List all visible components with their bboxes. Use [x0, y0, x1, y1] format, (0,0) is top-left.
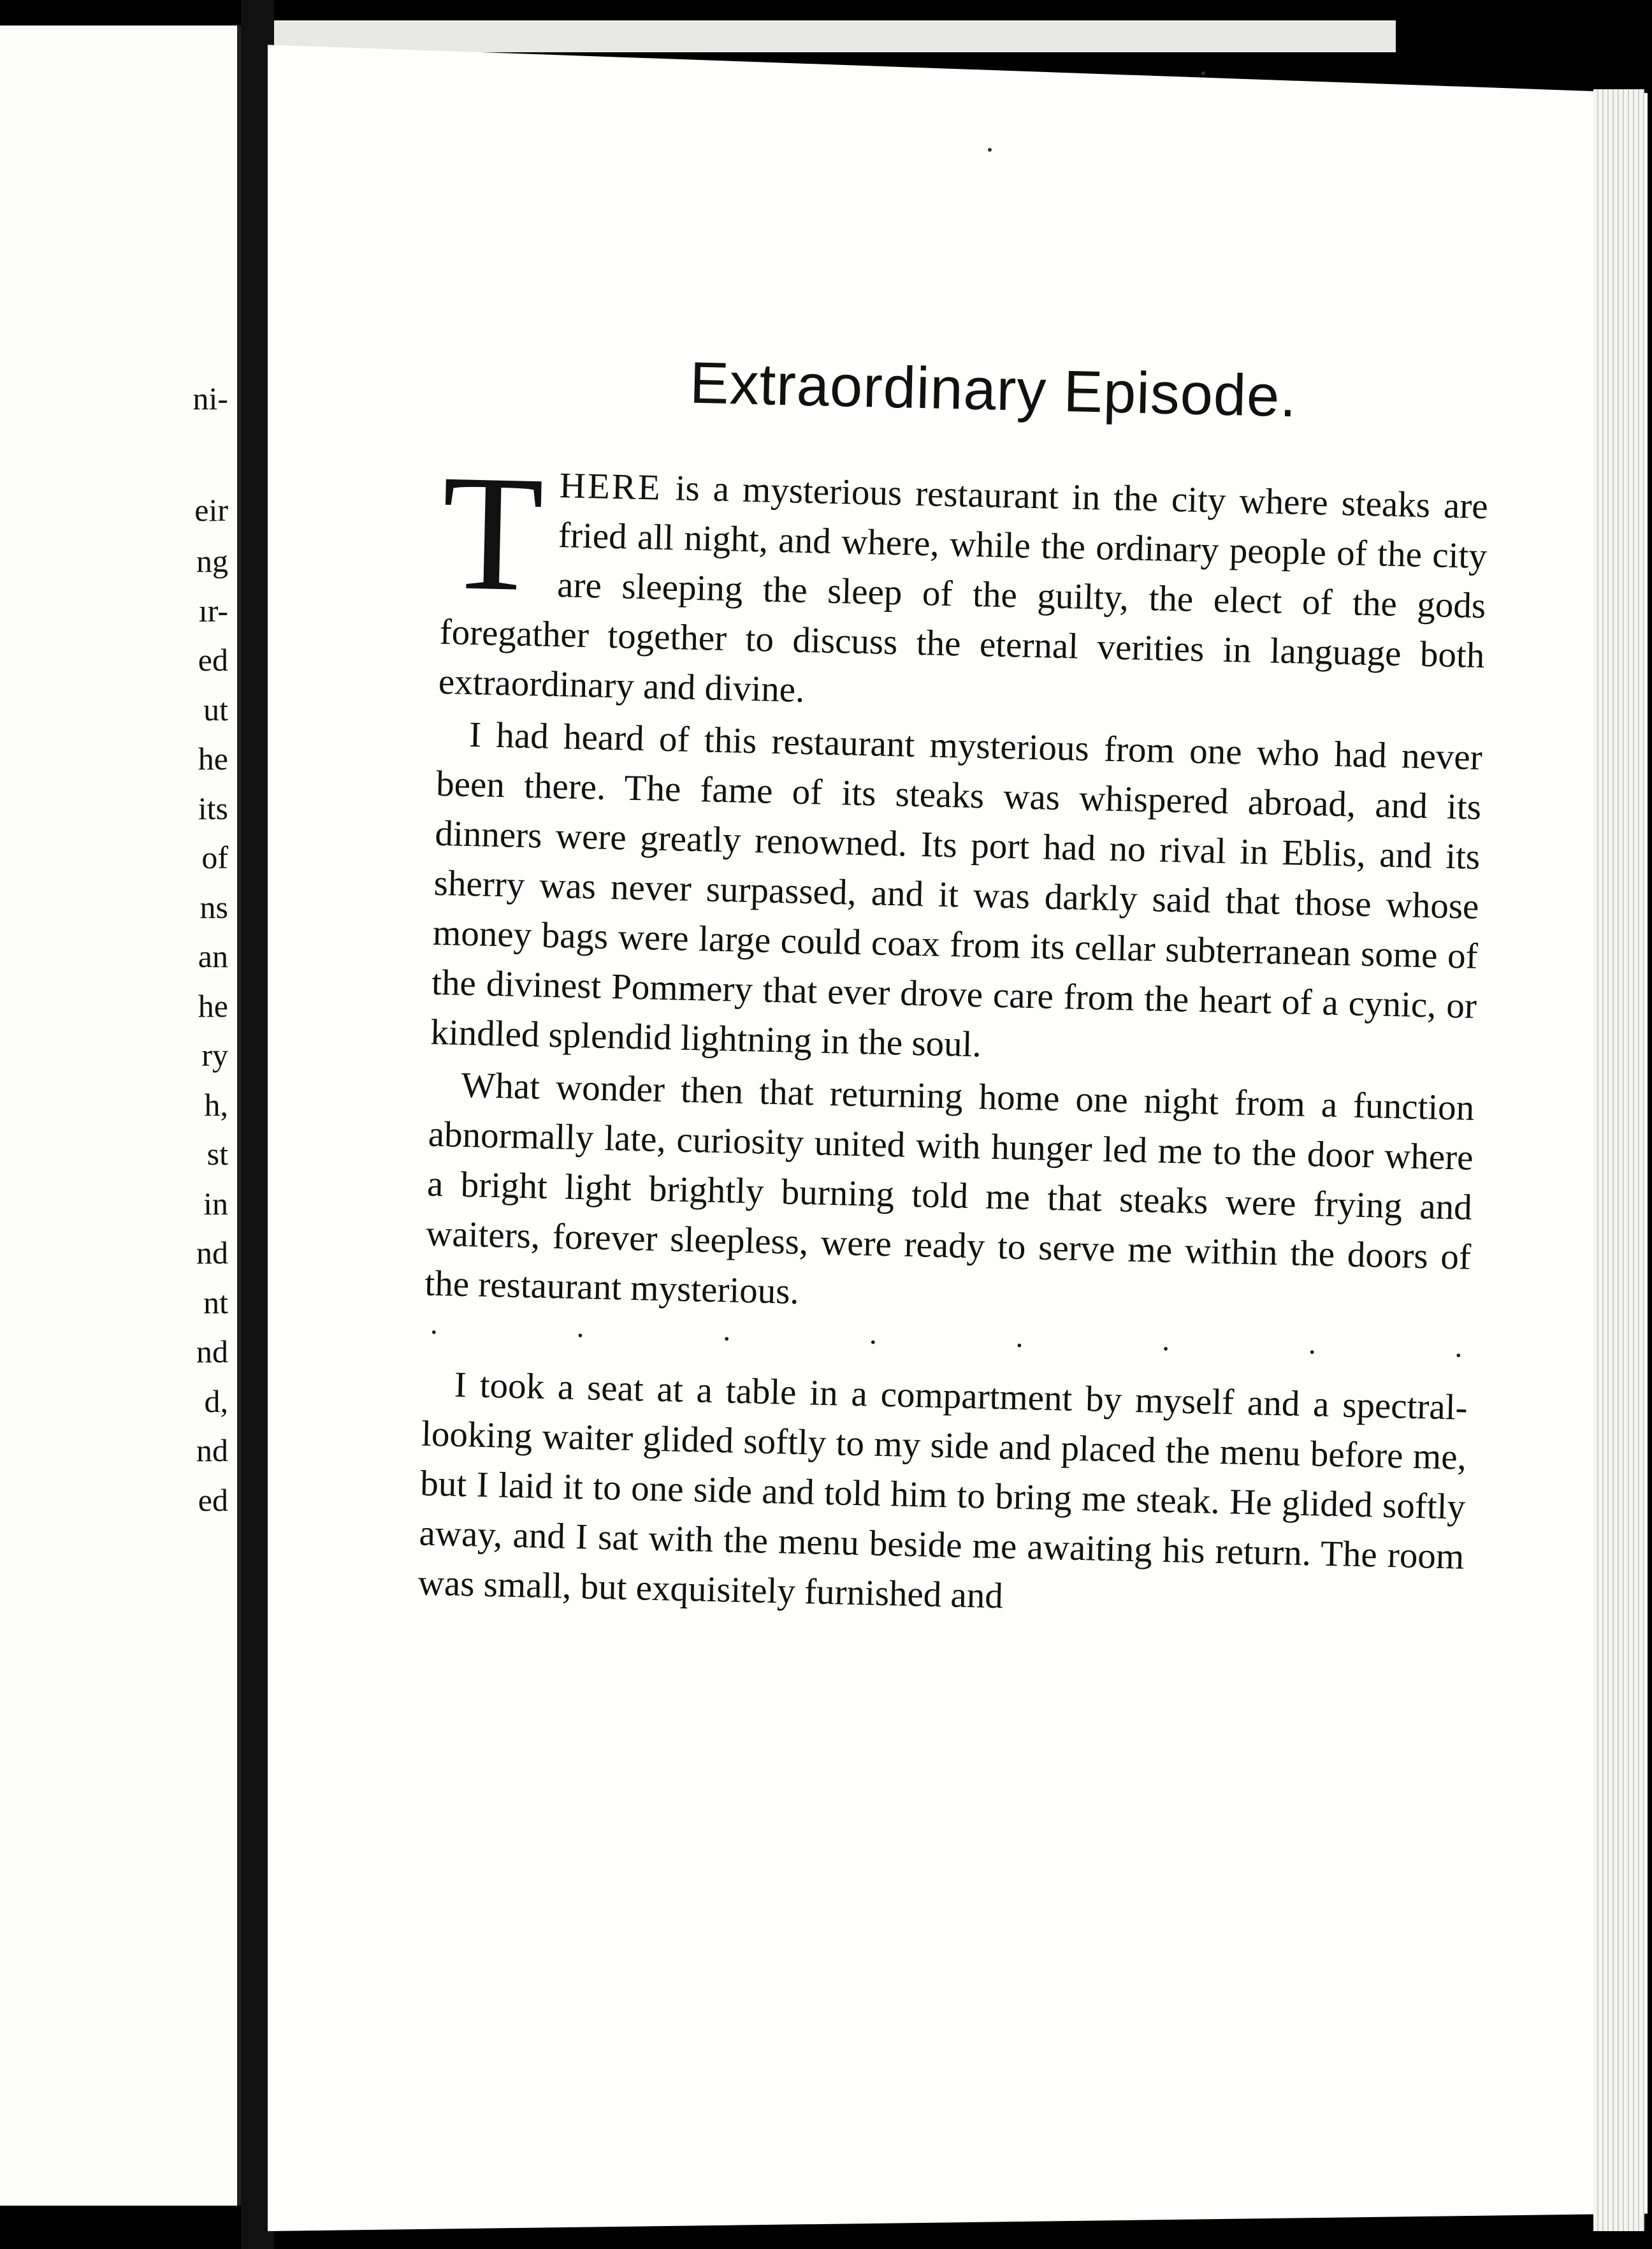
lead-word: HERE [559, 465, 663, 508]
paper-speck [988, 148, 992, 152]
left-fragment: st [207, 1136, 228, 1172]
section-dot: . [722, 1313, 732, 1348]
section-dot: . [869, 1316, 878, 1351]
paper-speck [1201, 71, 1205, 75]
left-fragment: ns [199, 889, 228, 925]
section-dot: . [1161, 1323, 1170, 1358]
left-fragment: nd [196, 1235, 228, 1270]
section-dot: . [576, 1310, 585, 1344]
paragraph: What wonder then that returning home one night from a function abnormally late, curiosity united with hunger led me to the door where a bright light brightly burning told me that steaks were frying and waiters, forever sleepless, were ready to serve me within the doors of the restaurant mysterious. [424, 1065, 1475, 1312]
paragraph: I had heard of this restaurant mysterious from one who had never been there. The fame of its steaks was whispered abroad, and its dinners were greatly renowned. Its port had no rival in Eblis, and its sherry was never surpassed, and it was darkly said that those whose money bags were large could coax from its cellar subterranean some of the divinest Pommery that ever drove care from the heart of a cynic, or kindled splendid lightning in the soul. [430, 714, 1483, 1065]
left-page [0, 25, 241, 2206]
left-fragment: nd [196, 1432, 228, 1468]
left-fragment: nt [203, 1285, 228, 1320]
left-fragment: ng [196, 543, 228, 579]
left-fragment: ni- [192, 381, 228, 416]
paragraph-text: is a mysterious restaurant in the city where steaks are fried all night, and where, while the ordinary people of the city are sleeping the sleep of the guilty, the elect of the gods foregather together to discuss the eternal verities in language both extraordinary and divine. [438, 467, 1489, 710]
left-fragment: he [198, 988, 228, 1024]
section-dot: . [430, 1306, 438, 1341]
top-page-strip [274, 20, 1396, 52]
section-dot: . [1308, 1327, 1317, 1361]
opening-paragraph [438, 440, 1489, 731]
article-title: Extraordinary Episode. [689, 350, 1298, 430]
left-fragment: nd [196, 1334, 228, 1369]
left-fragment: in [203, 1186, 228, 1221]
left-fragment: ut [203, 692, 228, 727]
left-fragment: an [198, 938, 228, 974]
left-fragment: he [198, 741, 228, 776]
left-fragment: ır- [198, 593, 228, 629]
left-fragment: ed [198, 642, 228, 678]
left-fragment: d, [204, 1383, 228, 1419]
left-fragment: its [198, 790, 228, 826]
drop-cap: T [440, 440, 546, 627]
page-edges [1593, 89, 1644, 2231]
left-fragment: ed [198, 1482, 228, 1518]
left-fragment: of [201, 840, 228, 875]
article [417, 344, 1491, 1634]
paragraph: I took a seat at a table in a compartment by myself and a spectral-looking waiter glided softly to my side and placed the menu before me, but I laid it to one side and told him to bring me steak. He glided softly away, and I sat with the menu beside me awaiting his return. The room was small, but exquisitely furnished and [417, 1364, 1468, 1617]
left-fragment: eir [194, 492, 228, 528]
left-fragment: ry [201, 1037, 228, 1073]
section-dot: . [1454, 1330, 1463, 1364]
left-fragment: h, [204, 1087, 228, 1123]
section-dot: . [1015, 1320, 1024, 1354]
